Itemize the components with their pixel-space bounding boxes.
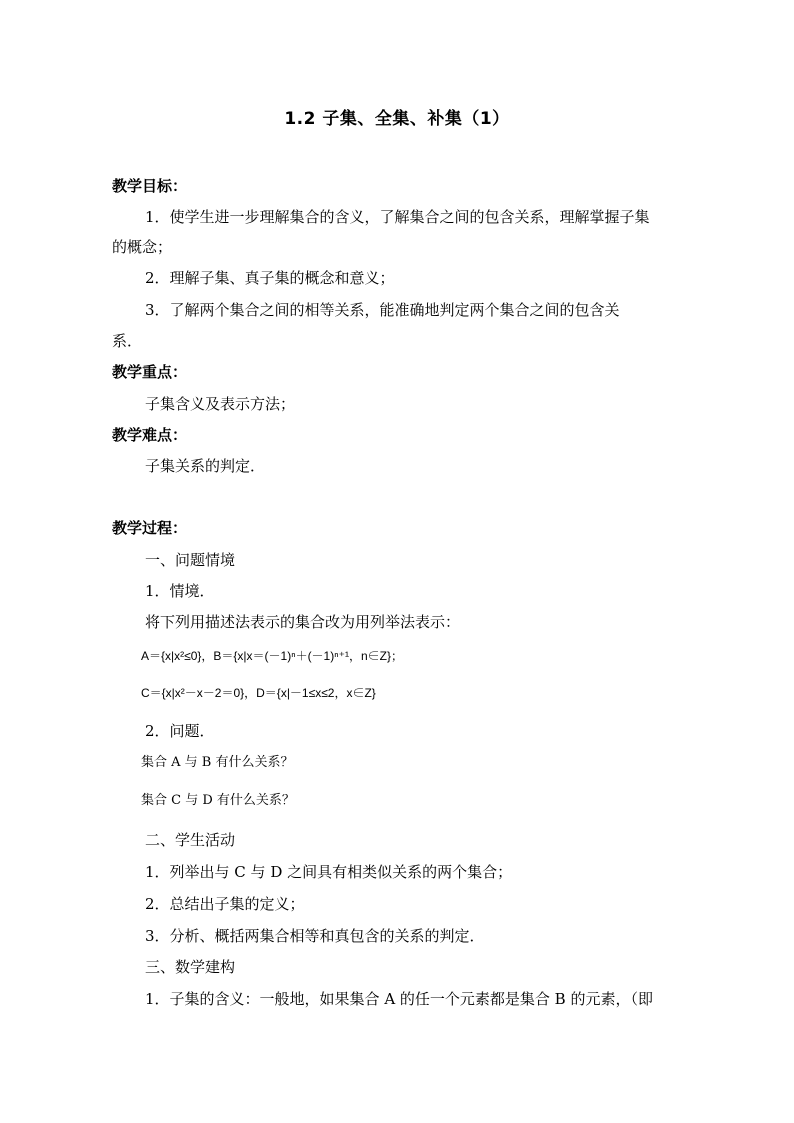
key-points-text: 子集含义及表示方法； xyxy=(145,395,296,413)
section-1-item-2: 2．问题． xyxy=(145,722,215,740)
section-3-item-1: 1．子集的含义：一般地，如果集合 A 的任一个元素都是集合 B 的元素，（即 xyxy=(145,990,653,1008)
document-title: 1.2 子集、全集、补集（1） xyxy=(284,109,510,129)
objective-item-3-line-1: 3．了解两个集合之间的相等关系，能准确地判定两个集合之间的包含关 xyxy=(145,301,620,319)
objectives-heading: 教学目标： xyxy=(112,177,188,195)
objective-item-1-line-2: 的概念； xyxy=(112,238,173,256)
section-2-title: 二、学生活动 xyxy=(145,831,236,849)
question-2: 集合 C 与 D 有什么关系？ xyxy=(141,793,295,808)
set-definitions-a-b: A＝{x|x²≤0}，B＝{x|x＝(－1)ⁿ＋(－1)ⁿ⁺¹，n∈Z}； xyxy=(141,649,403,663)
objective-item-1-line-1: 1．使学生进一步理解集合的含义，了解集合之间的包含关系，理解掌握子集 xyxy=(145,208,650,226)
section-2-item-3: 3．分析、概括两集合相等和真包含的关系的判定． xyxy=(145,927,485,945)
objective-item-2: 2．理解子集、真子集的概念和意义； xyxy=(145,269,395,287)
section-1-title: 一、问题情境 xyxy=(145,551,236,569)
question-1: 集合 A 与 B 有什么关系？ xyxy=(141,755,294,770)
section-3-title: 三、数学建构 xyxy=(145,958,236,976)
key-points-heading: 教学重点： xyxy=(112,363,188,381)
difficulties-heading: 教学难点： xyxy=(112,426,188,444)
process-heading: 教学过程： xyxy=(112,519,188,537)
set-definitions-c-d: C＝{x|x²－x－2＝0}，D＝{x|－1≤x≤2，x∈Z} xyxy=(141,686,376,700)
objective-item-3-line-2: 系． xyxy=(112,332,143,350)
section-1-item-1: 1．情境． xyxy=(145,582,215,600)
section-1-instruction: 将下列用描述法表示的集合改为用列举法表示： xyxy=(145,613,461,631)
section-2-item-1: 1．列举出与 C 与 D 之间具有相类似关系的两个集合； xyxy=(145,863,513,881)
section-2-item-2: 2．总结出子集的定义； xyxy=(145,895,305,913)
difficulties-text: 子集关系的判定． xyxy=(145,457,266,475)
